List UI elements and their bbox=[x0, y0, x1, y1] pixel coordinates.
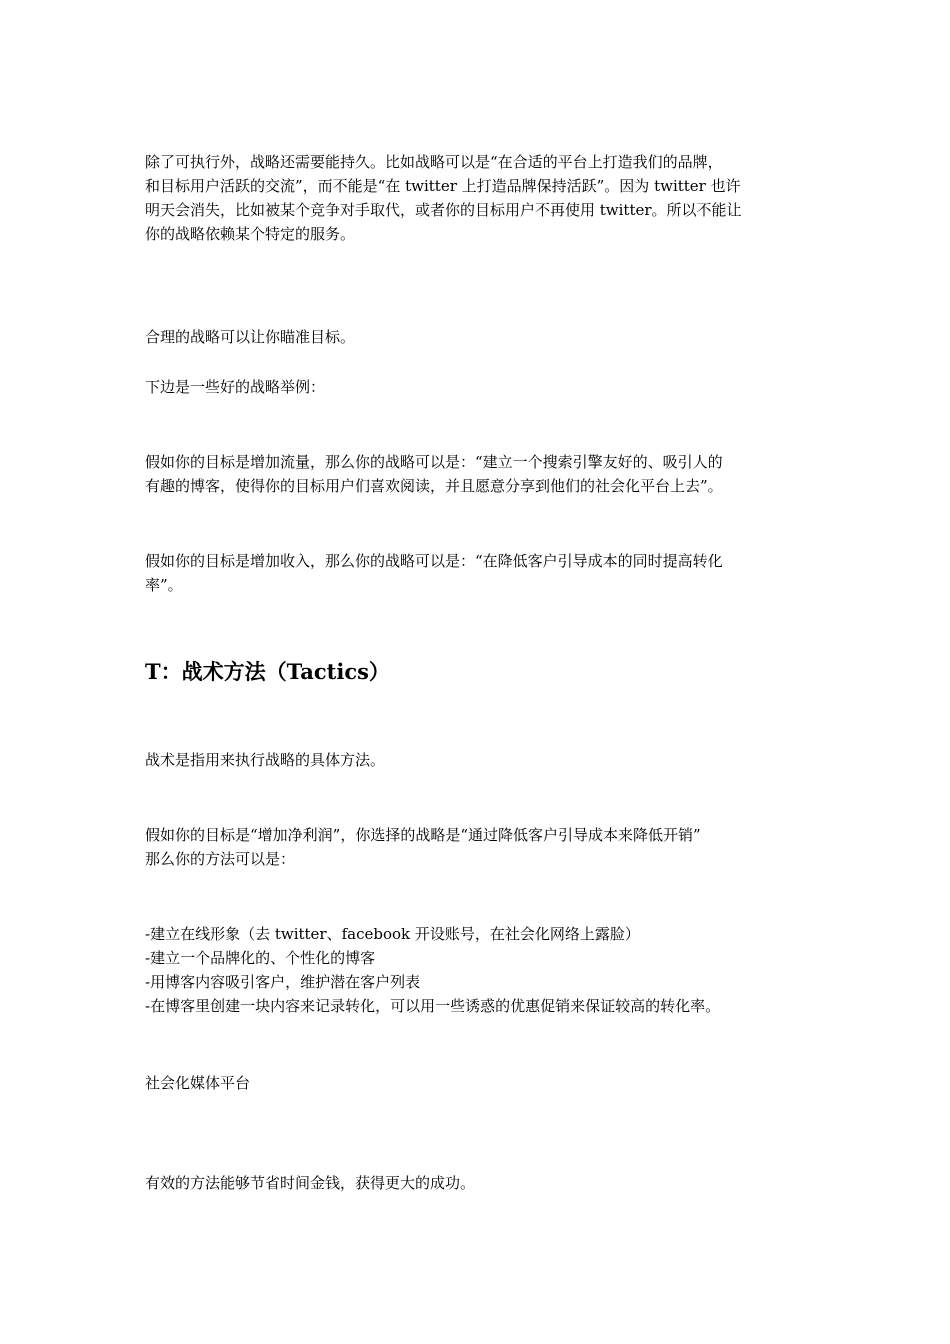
tactics-list bbox=[145, 922, 810, 1018]
list-item: -建立一个品牌化的、个性化的博客 bbox=[145, 949, 376, 967]
text-line: 和目标用户活跃的交流”，而不能是“在 twitter 上打造品牌保持活跃”。因为 twitter 也许 bbox=[145, 177, 741, 195]
text-line: 假如你的目标是“增加净利润”，你选择的战略是“通过降低客户引导成本来降低开销” bbox=[145, 826, 701, 844]
paragraph-tactics-definition bbox=[145, 748, 810, 772]
paragraph-traffic-example bbox=[145, 450, 810, 498]
text-line: 战术是指用来执行战略的具体方法。 bbox=[145, 751, 386, 769]
text-line: 合理的战略可以让你瞄准目标。 bbox=[145, 328, 356, 346]
paragraph-examples-intro bbox=[145, 375, 810, 399]
list-item: -用博客内容吸引客户，维护潜在客户列表 bbox=[145, 973, 421, 991]
text-line: 社会化媒体平台 bbox=[145, 1074, 251, 1092]
text-line: 假如你的目标是增加流量，那么你的战略可以是：“建立一个搜索引擎友好的、吸引人的 bbox=[145, 453, 723, 471]
section-heading-tactics: T：战术方法（Tactics） bbox=[145, 659, 390, 684]
text-line: 假如你的目标是增加收入，那么你的战略可以是：“在降低客户引导成本的同时提高转化 bbox=[145, 552, 723, 570]
paragraph-reasonable-strategy bbox=[145, 325, 810, 349]
paragraph-profit-example bbox=[145, 823, 810, 871]
paragraph-strategy-durability bbox=[145, 150, 810, 246]
text-line: 你的战略依赖某个特定的服务。 bbox=[145, 225, 356, 243]
text-line: 那么你的方法可以是： bbox=[145, 850, 296, 868]
text-line: 明天会消失，比如被某个竞争对手取代，或者你的目标用户不再使用 twitter。所以不能让 bbox=[145, 201, 742, 219]
paragraph-social-media-platforms bbox=[145, 1071, 810, 1095]
text-line: 有趣的博客，使得你的目标用户们喜欢阅读，并且愿意分享到他们的社会化平台上去”。 bbox=[145, 477, 723, 495]
text-line: 下边是一些好的战略举例： bbox=[145, 378, 326, 396]
list-item: -建立在线形象（去 twitter、facebook 开设账号，在社会化网络上露脸） bbox=[145, 925, 640, 943]
text-line: 除了可执行外，战略还需要能持久。比如战略可以是“在合适的平台上打造我们的品牌， bbox=[145, 153, 723, 171]
paragraph-revenue-example bbox=[145, 549, 810, 597]
paragraph-effective-methods bbox=[145, 1171, 810, 1195]
text-line: 率”。 bbox=[145, 576, 183, 594]
text-line: 有效的方法能够节省时间金钱，获得更大的成功。 bbox=[145, 1174, 476, 1192]
list-item: -在博客里创建一块内容来记录转化，可以用一些诱惑的优惠促销来保证较高的转化率。 bbox=[145, 997, 721, 1015]
